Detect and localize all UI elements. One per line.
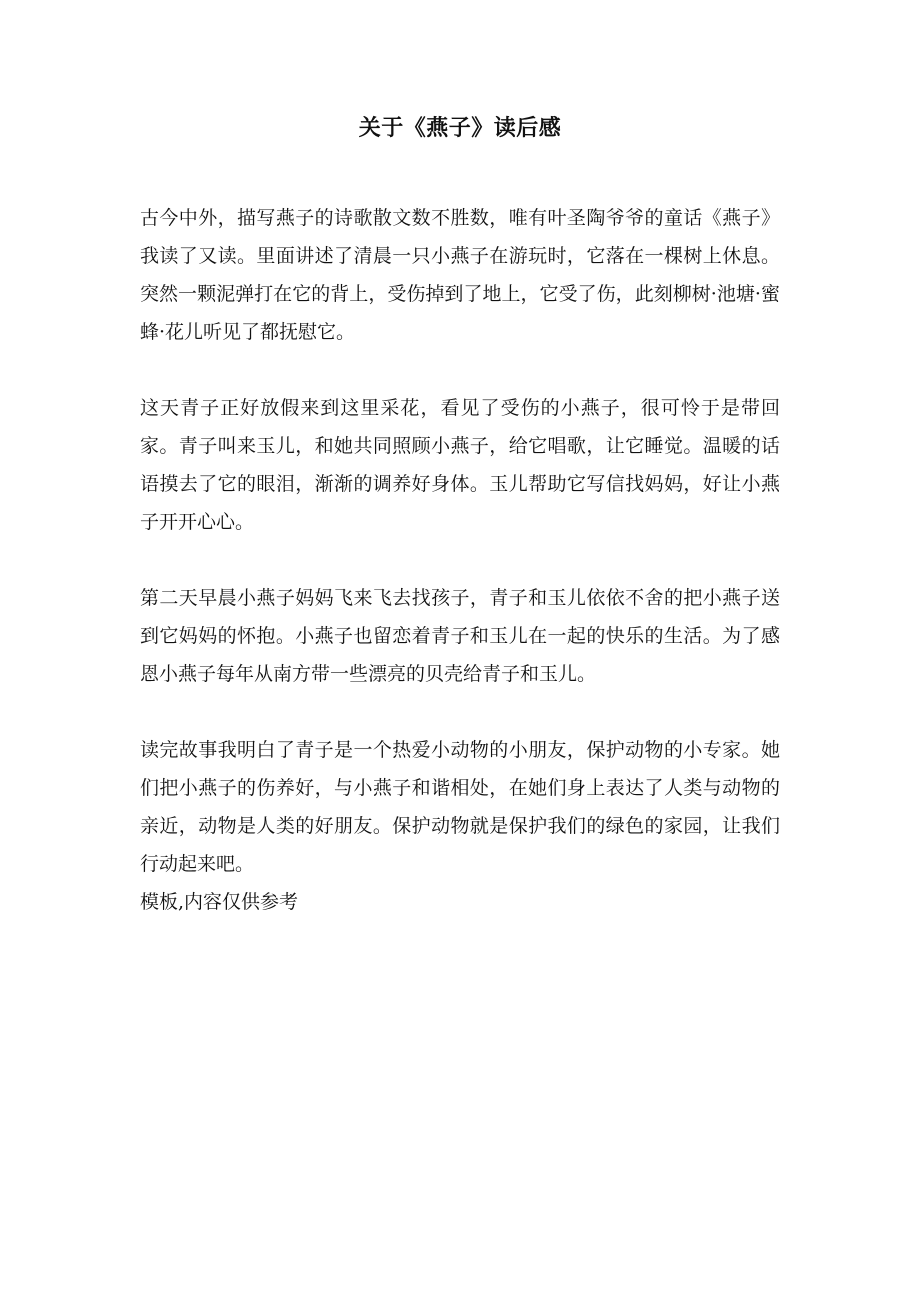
footer-note: 模板,内容仅供参考 bbox=[140, 891, 299, 913]
paragraph-2: 这天青子正好放假来到这里采花，看见了受伤的小燕子，很可怜于是带回家。青子叫来玉儿，和她共同照顾小燕子，给它唱歌，让它睡觉。温暖的话语摸去了它的眼泪，渐渐的调养好身体。玉儿帮助它写信找妈妈，好让小燕子开开心心。 bbox=[140, 397, 780, 533]
paragraph-4: 读完故事我明白了青子是一个热爱小动物的小朋友，保护动物的小专家。她们把小燕子的伤养好，与小燕子和谐相处，在她们身上表达了人类与动物的亲近，动物是人类的好朋友。保护动物就是保护我们的绿色的家园，让我们行动起来吧。 bbox=[140, 739, 780, 875]
paragraph-3: 第二天早晨小燕子妈妈飞来飞去找孩子，青子和玉儿依依不舍的把小燕子送到它妈妈的怀抱。小燕子也留恋着青子和玉儿在一起的快乐的生活。为了感恩小燕子每年从南方带一些漂亮的贝壳给青子和玉儿。 bbox=[140, 587, 780, 685]
document-title: 关于《燕子》读后感 bbox=[358, 115, 562, 141]
document-body bbox=[140, 199, 780, 921]
paragraph-1: 古今中外，描写燕子的诗歌散文数不胜数，唯有叶圣陶爷爷的童话《燕子》我读了又读。里面讲述了清晨一只小燕子在游玩时，它落在一棵树上休息。突然一颗泥弹打在它的背上，受伤掉到了地上，它受了伤，此刻柳树·池塘·蜜蜂·花儿听见了都抚慰它。 bbox=[140, 207, 780, 343]
